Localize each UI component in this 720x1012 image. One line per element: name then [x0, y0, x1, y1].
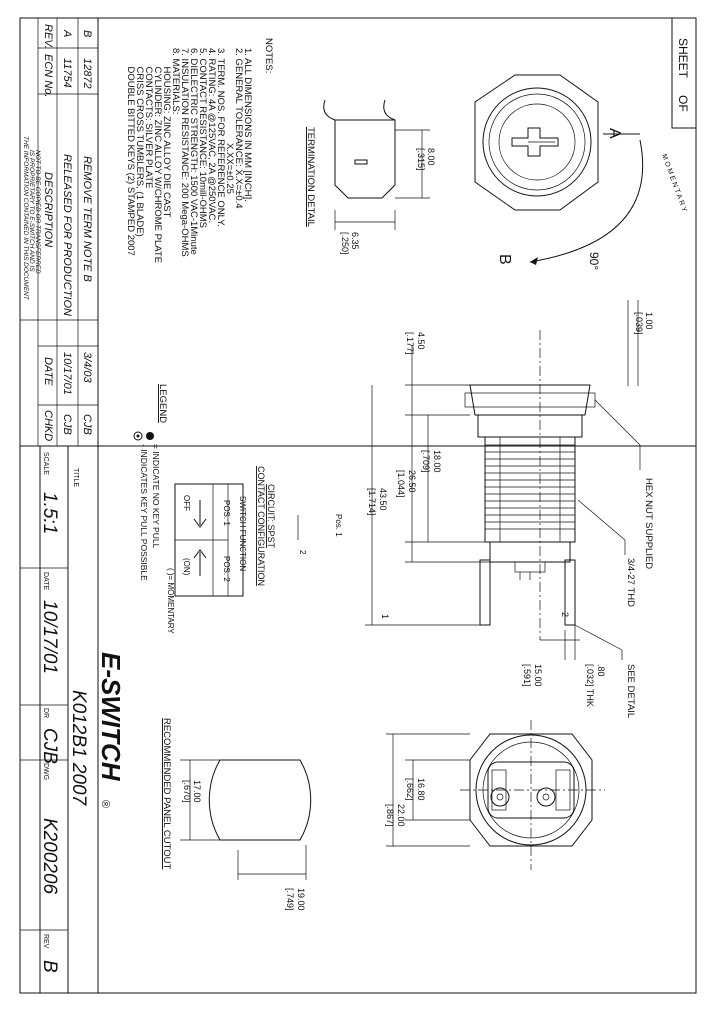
- side-view: [365, 300, 654, 718]
- legend-item2: - INDICATES KEY PULL POSSIBLE: [139, 444, 149, 581]
- rev-row-b-rev: B: [81, 30, 93, 38]
- dim-26-50: 26.50: [407, 470, 417, 493]
- note-line: 1. ALL DIMENSIONS IN MM [INCH].: [242, 48, 253, 202]
- rev-label: REV: [42, 934, 49, 949]
- note-line: CONTACTS: SILVER PLATE: [143, 48, 154, 189]
- ecn-header: ECN No.: [42, 54, 54, 98]
- dim-26-50-in: [1.044]: [396, 470, 406, 498]
- front-label-a: A: [606, 128, 623, 139]
- circuit-pos-num: 2: [298, 550, 307, 555]
- legend-item1: = INDICATE NO KEY PULL: [151, 444, 161, 549]
- dim-18-00: 18.00: [432, 450, 442, 473]
- scale-label: SCALE: [42, 452, 49, 475]
- panel-cutout-caption: RECOMMENDED PANEL CUTOUT: [161, 718, 172, 870]
- date-header: DATE: [42, 357, 54, 386]
- rev-row-a-desc: RELEASED FOR PRODUCTION: [61, 154, 73, 316]
- dim-1-00: 1.00: [644, 312, 654, 330]
- circuit-title: CIRCUIT: SPST: [266, 484, 276, 549]
- dim-0-80: .80: [596, 664, 606, 677]
- panel-cutout: [161, 718, 311, 911]
- pin-1-label: 1: [380, 614, 390, 620]
- rev-row-b-desc: REMOVE TERM NOTE B: [81, 156, 93, 282]
- thread-label: 3/4-27 THD: [625, 558, 636, 607]
- dim-43-50-in: [1.714]: [367, 488, 377, 516]
- rev-row-a-rev: A: [61, 30, 73, 38]
- note-line: X.XX=±0.25: [224, 48, 235, 194]
- note-line: 8. MATERIALS:: [170, 48, 181, 115]
- note-line: DOUBLE BITTED KEYS (2) STAMPED 2007: [125, 48, 136, 256]
- proprietary-line-1: THE INFORMATION CONTAINED IN THIS DOCUMENT: [22, 136, 29, 300]
- contact-config: CONTACT CONFIGURATION: [256, 466, 266, 586]
- front-momentary: MOMENTARY: [660, 153, 689, 215]
- date-value: 10/17/01: [39, 600, 60, 674]
- dim-0-80-in: [.032] THK: [585, 664, 595, 707]
- see-detail-label: SEE DETAIL: [625, 664, 636, 719]
- bottom-view: [385, 720, 605, 870]
- note-line: 4. RATING: 4A @125VAC, 2A @250VAC.: [206, 48, 217, 224]
- dim-17-00: 17.00: [192, 780, 202, 803]
- front-angle: 90°: [587, 252, 601, 271]
- dr-label: DR: [42, 708, 49, 719]
- note-line: HOUSING: ZINC ALLOY DIE CAST: [161, 48, 172, 218]
- circuit-pos2: POS. 2: [222, 556, 231, 582]
- dim-22-00: 22.00: [396, 804, 406, 827]
- note-line: 3. TERM. NOS. FOR REFERENCE ONLY.: [215, 48, 226, 227]
- front-view: [475, 75, 688, 270]
- dr-value: CJB: [39, 728, 60, 764]
- circuit-pos-label: Pos. 1: [334, 514, 343, 537]
- note-line: 2. GENERAL TOLERANCE: X.X=±0.4: [233, 48, 244, 209]
- pin-2-label: 2: [560, 612, 570, 618]
- brand-mark: ®: [99, 800, 111, 809]
- title-block: [20, 446, 126, 993]
- circuit-pos-header: SWITCH FUNCTION: [238, 496, 247, 572]
- legend-title: LEGEND: [157, 384, 168, 424]
- note-line: CYLINDER: ZINC ALLOY W/CHROME PLATE: [152, 48, 163, 264]
- rev-value: B: [39, 960, 60, 973]
- rev-row-a-ecn: 11754: [61, 58, 73, 88]
- term-dim2: 6.35: [350, 232, 360, 250]
- term-dim1: 8.00: [426, 148, 436, 166]
- dim-1-00-in: [.039]: [634, 312, 644, 335]
- dim-16-80-in: [.662]: [405, 778, 415, 801]
- termination-detail: [305, 100, 436, 255]
- dwg-label: DWG: [42, 763, 49, 781]
- proprietary-line-3: NOT TO BE COPIED OR TRANSFERRED: [34, 150, 41, 274]
- dim-17-00-in: [.670]: [182, 780, 192, 803]
- description-header: DESCRIPTION: [42, 172, 54, 248]
- note-line: 5. CONTACT RESISTANCE: 10mill-OHMS: [197, 48, 208, 228]
- chkd-header: CHKD: [42, 410, 54, 442]
- circuit-row-on: (ON): [182, 558, 191, 576]
- rev-row-b-ecn: 12872: [81, 58, 93, 89]
- sheet-box: [672, 18, 696, 128]
- hex-nut-label: HEX NUT SUPPLIED: [643, 478, 654, 570]
- front-label-b: B: [496, 254, 513, 265]
- scale-value: 1.5:1: [39, 492, 60, 535]
- rev-row-a-chkd: CJB: [61, 414, 73, 435]
- term-dim1-in: [.315]: [416, 148, 426, 171]
- notes-heading: NOTES:: [263, 38, 274, 74]
- legend: [134, 384, 168, 581]
- sheet-of-label: OF: [676, 95, 690, 112]
- dim-15-00-in: [.591]: [522, 664, 532, 687]
- date-label: DATE: [42, 572, 49, 591]
- dim-22-00-in: [.867]: [385, 804, 395, 827]
- notes: [125, 38, 274, 263]
- rev-header: REV.: [42, 24, 54, 49]
- dim-19-00-in: [.749]: [285, 888, 295, 911]
- brand-logo: E-SWITCH: [96, 652, 126, 781]
- dim-16-80: 16.80: [416, 778, 426, 801]
- dim-4-50: 4.50: [416, 332, 426, 350]
- circuit-momentary-note: ( )= MOMENTARY: [166, 568, 175, 634]
- legend-no-key-pull-icon: [146, 432, 154, 440]
- dim-4-50-in: [.177]: [405, 332, 415, 355]
- circuit-row-off: OFF: [182, 495, 191, 511]
- thread-lines: [485, 445, 575, 529]
- circuit-pos1: POS. 1: [222, 500, 231, 526]
- rev-row-b-chkd: CJB: [81, 414, 93, 435]
- term-caption: TERMINATION DETAIL: [305, 127, 316, 227]
- note-line: CRISS CROSS TUMBLERS, (1 BLADE): [134, 48, 145, 237]
- dim-15-00: 15.00: [533, 664, 543, 687]
- rev-row-b-date: 3/4/03: [81, 352, 93, 383]
- rev-row-a-date: 10/17/01: [61, 352, 73, 395]
- circuit-table: [166, 466, 343, 634]
- dim-18-00-in: [.709]: [421, 450, 431, 473]
- sheet-label: SHEET: [676, 38, 690, 79]
- title-value: K012B1 2007: [68, 690, 89, 806]
- proprietary-line-2: IS PROPRIETARY TO E-SWITCH AND IS: [28, 150, 35, 272]
- dim-43-50: 43.50: [378, 488, 388, 511]
- title-label: TITLE: [72, 468, 79, 488]
- note-line: 7. INSULATION RESISTANCE: 200 Mega-OHMS: [179, 48, 190, 257]
- term-dim2-in: [.250]: [340, 232, 350, 255]
- dim-19-00: 19.00: [296, 888, 306, 911]
- dwg-value: K200206: [39, 818, 60, 895]
- note-line: 6. DIELECTRIC STRENGTH: 1500 VAC-1Minute: [188, 48, 199, 255]
